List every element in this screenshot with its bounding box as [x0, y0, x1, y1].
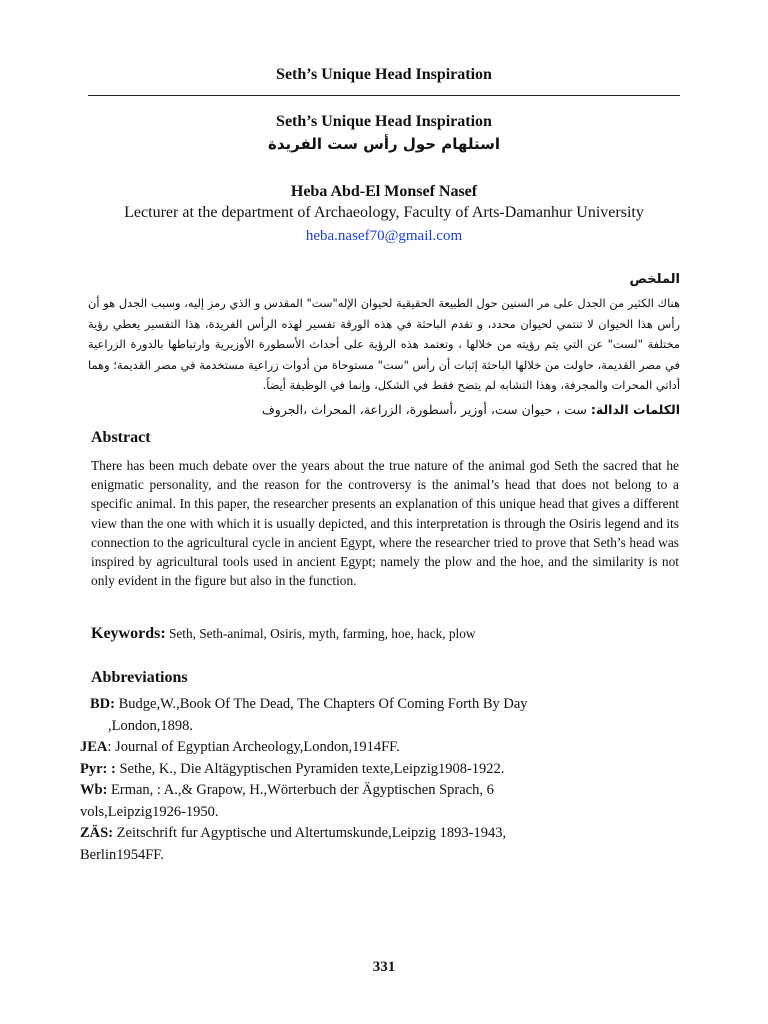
arabic-abstract-heading: الملخص [629, 272, 680, 287]
paper-title-arabic: استلهام حول رأس ست الفريدة [268, 135, 500, 153]
abbreviation-key: Wb: [80, 782, 108, 798]
abbreviation-bd [80, 694, 680, 737]
abstract-heading: Abstract [91, 429, 151, 446]
abbreviation-key: BD: [90, 696, 115, 712]
author-name: Heba Abd-El Monsef Nasef [290, 183, 478, 200]
abbreviation-jea [80, 737, 680, 759]
abbreviation-pyr [80, 759, 680, 781]
arabic-keywords-text: ست ، حيوان ست، أوزير ،أسطورة، الزراعة، المحراث ،الجروف [261, 402, 587, 417]
abbreviation-text-continued: ,London,1898. [108, 717, 193, 734]
abbreviation-key: ZÄS: [80, 825, 114, 841]
abbreviation-zas [80, 823, 680, 866]
keywords-text: Seth, Seth-animal, Osiris, myth, farming, hoe, hack, plow [165, 626, 476, 641]
abbreviation-text: Zeitschrift fur Agyptische und Altertumskunde,Leipzig 1893-1943, [113, 825, 507, 841]
abbreviations-heading: Abbreviations [91, 669, 188, 686]
arabic-keywords-label: الكلمات الدالة: [590, 402, 680, 417]
author-affiliation: Lecturer at the department of Archaeology, Faculty of Arts-Damanhur University [124, 204, 644, 221]
abbreviation-text: Budge,W.,Book Of The Dead, The Chapters Of Coming Forth By Day [114, 696, 528, 712]
paper-title-english: Seth’s Unique Head Inspiration [276, 113, 492, 130]
arabic-abstract-body: هناك الكثير من الجدل على مر السنين حول الطبيعة الحقيقية لحيوان الإله"ست" المقدس و الذي رمز إليه، وسبب الجدل هو أن رأس هذا الحيوان لا تنتمي لحيوان محدد، و تقدم الباحثة في هذه الورقة تفسير لهذه الرأس الفريدة، هذا التفسير يعطي رؤية مختلفة "لست" عن التي يتم رؤيته من خلالها ، وتعتمد هذه الرؤية على أحداث الأسطورة الأوزيرية وارتباطها بالدورة الزراعية في مصر القديمة، حاولت من خلالها الباحثة إثبات أن رأس "ست" مستوحاة من أدوات زراعية مستخدمة في مصر القديمة؛ وهما أداتي المحرات والمجرفة، وهذا التشابه لم يتضح فقط في الشكل، وإنما في الوظيفة أيضاً. [88, 296, 680, 392]
abbreviation-key: Pyr: : [80, 760, 116, 777]
abbreviation-wb [80, 780, 680, 823]
abbreviations-list [80, 694, 680, 866]
abbreviation-text: : Journal of Egyptian Archeology,London,1914FF. [107, 739, 400, 755]
page-number: 331 [372, 959, 396, 975]
keywords-label: Keywords: [91, 625, 166, 642]
header-rule [88, 95, 680, 96]
running-head: Seth’s Unique Head Inspiration [276, 66, 492, 83]
abbreviation-text: Erman, : A.,& Grapow, H.,Wörterbuch der Ägyptischen Sprach, 6 [107, 782, 494, 798]
abbreviation-text: Sethe, K., Die Altägyptischen Pyramiden texte,Leipzig1908-1922. [115, 760, 505, 777]
arabic-keywords [88, 402, 680, 417]
keywords [91, 625, 476, 643]
abbreviation-text-continued: Berlin1954FF. [80, 846, 164, 863]
abbreviation-text-continued: vols,Leipzig1926-1950. [80, 803, 219, 820]
abbreviation-key: JEA [80, 739, 108, 755]
author-email-link[interactable]: heba.nasef70@gmail.com [305, 228, 463, 244]
abstract-body: There has been much debate over the years about the true nature of the animal god Seth the sacred that he enigmatic personality, and the reason for the controversy is the animal’s head that does not belong to a specific animal. In this paper, the researcher presents an explanation of this unique head that gives a different view than the one with which it is usually depicted, and this interpretation is through the Osiris legend and its connection to the agricultural cycle in ancient Egypt, where the researcher tried to prove that Seth’s head was inspired by agricultural tools used in ancient Egypt; namely the plow and the hoe, and the similarity is not only evident in the figure but also in the function. [91, 458, 679, 589]
